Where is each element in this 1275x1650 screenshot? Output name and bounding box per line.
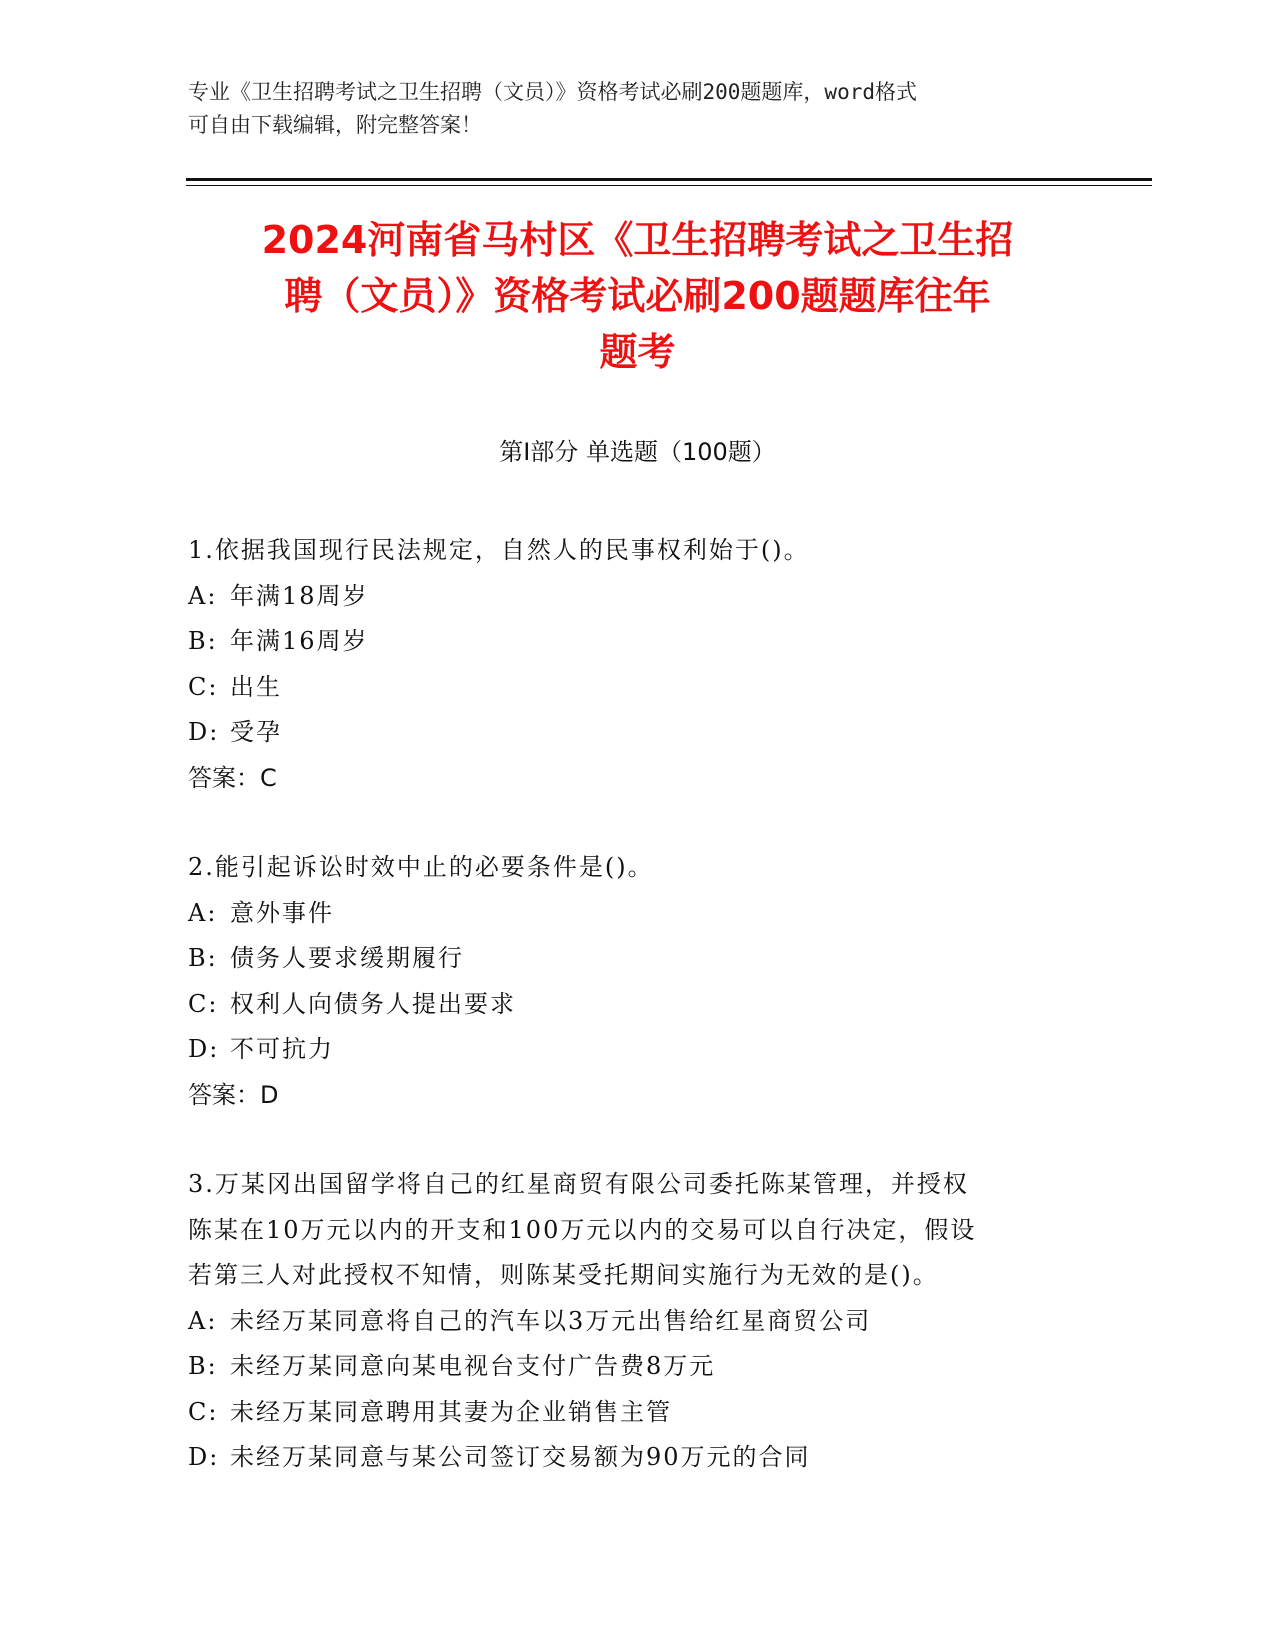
question-text: 2.能引起诉讼时效中止的必要条件是()。: [188, 853, 654, 881]
option-letter: D:: [188, 1035, 220, 1063]
option-letter: B:: [188, 1352, 218, 1380]
header-note: [188, 76, 1068, 142]
option-letter: C:: [188, 1397, 219, 1426]
option-d: [188, 1027, 1088, 1073]
option-c: [188, 1390, 1088, 1436]
option-a: [188, 1299, 1088, 1345]
option-letter: B:: [188, 627, 218, 655]
option-letter: C:: [188, 672, 219, 701]
option-text: 不可抗力: [230, 1035, 334, 1063]
option-d: [188, 710, 1088, 756]
option-letter: C:: [188, 989, 219, 1018]
header-note-line-2: 可自由下载编辑，附完整答案！: [188, 113, 482, 137]
option-text: 债务人要求缓期履行: [230, 944, 464, 972]
option-text: 出生: [230, 672, 282, 701]
option-b: [188, 936, 1088, 982]
option-a: [188, 891, 1088, 937]
option-a: [188, 574, 1088, 620]
question-text: 1.依据我国现行民法规定，自然人的民事权利始于()。: [188, 536, 810, 564]
option-text: 意外事件: [230, 898, 334, 927]
question-text-line-3: 若第三人对此授权不知情，则陈某受托期间实施行为无效的是()。: [188, 1261, 939, 1289]
option-text: 年满16周岁: [230, 627, 369, 655]
header-rule-thin: [186, 185, 1152, 186]
option-text: 年满18周岁: [230, 581, 369, 610]
section-title: 第Ⅰ部分 单选题（100题）: [499, 438, 776, 466]
option-letter: A:: [188, 581, 218, 610]
header-rule-thick: [186, 178, 1152, 181]
option-letter: B:: [188, 944, 218, 972]
title-line-3: 题考: [599, 330, 676, 374]
option-text: 未经万某同意与某公司签订交易额为90万元的合同: [230, 1443, 811, 1471]
document-title: [150, 212, 1125, 380]
question-3: [188, 1162, 1088, 1481]
answer-text: 答案：D: [188, 1080, 279, 1109]
option-text: 受孕: [230, 718, 282, 746]
option-b: [188, 619, 1088, 665]
title-line-2: 聘（文员）》资格考试必刷200题题库往年: [284, 274, 991, 318]
option-text: 未经万某同意向某电视台支付广告费8万元: [230, 1352, 716, 1380]
option-letter: A:: [188, 1306, 218, 1335]
question-2: [188, 845, 1088, 1118]
question-list: [188, 528, 1088, 1525]
question-text-line-2: 陈某在10万元以内的开支和100万元以内的交易可以自行决定，假设: [188, 1215, 977, 1244]
option-letter: D:: [188, 718, 220, 746]
title-line-1: 2024河南省马村区《卫生招聘考试之卫生招: [261, 218, 1014, 262]
option-text: 权利人向债务人提出要求: [230, 989, 516, 1018]
option-text: 未经万某同意聘用其妻为企业销售主管: [230, 1397, 672, 1426]
answer-text: 答案：C: [188, 763, 277, 792]
option-letter: D:: [188, 1443, 220, 1471]
option-c: [188, 665, 1088, 711]
question-text-line-1: 3.万某冈出国留学将自己的红星商贸有限公司委托陈某管理，并授权: [188, 1170, 969, 1198]
option-text: 未经万某同意将自己的汽车以3万元出售给红星商贸公司: [230, 1306, 872, 1335]
option-d: [188, 1435, 1088, 1481]
question-1: [188, 528, 1088, 801]
option-c: [188, 982, 1088, 1028]
option-b: [188, 1344, 1088, 1390]
header-note-line-1: 专业《卫生招聘考试之卫生招聘（文员）》资格考试必刷200题题库，word格式: [188, 80, 917, 104]
option-letter: A:: [188, 898, 218, 927]
